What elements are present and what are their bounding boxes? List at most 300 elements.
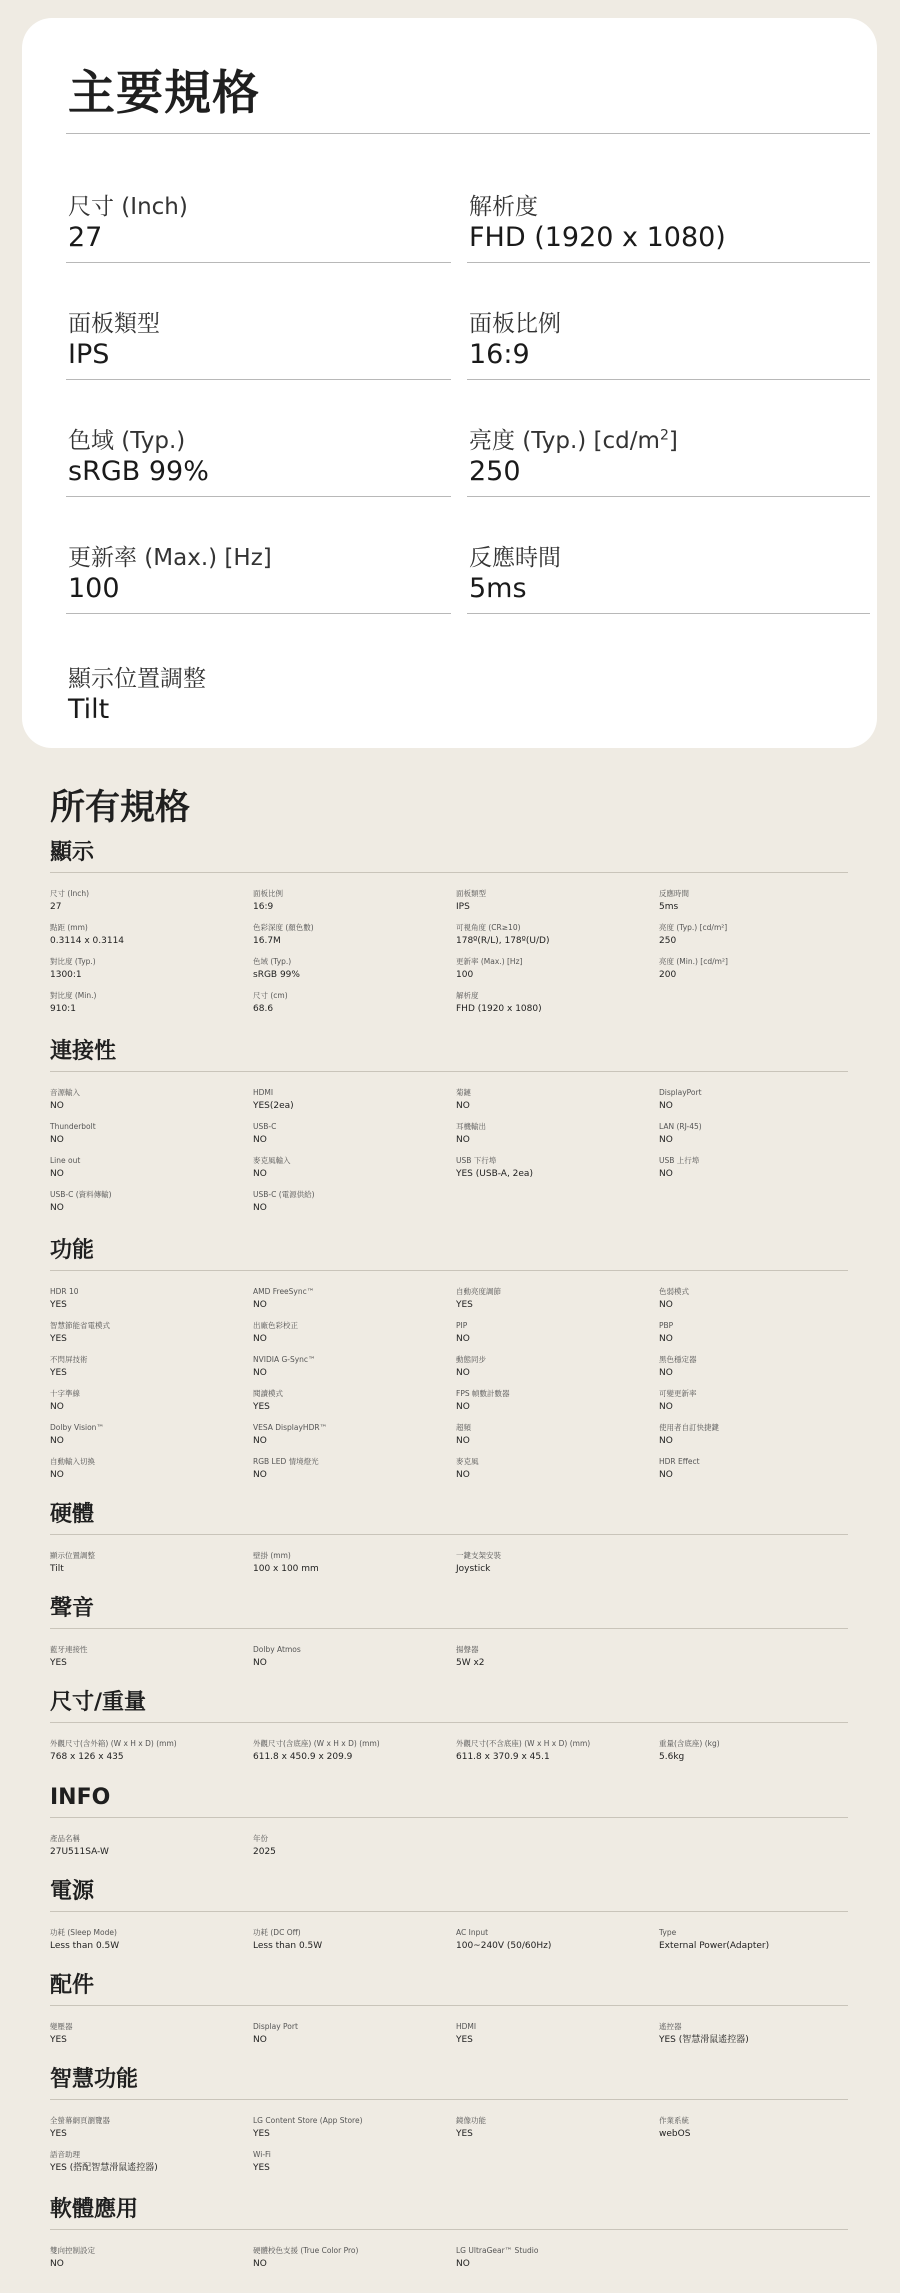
spec-value: NO [659,1300,673,1310]
spec-value: sRGB 99% [253,970,300,980]
spec-label: 對比度 (Min.) [50,991,97,1000]
spec-label: PIP [456,1321,468,1330]
spec-label: 功耗 (Sleep Mode) [50,1928,117,1937]
spec-item [50,2245,253,2276]
spec-label: 麥克風輸入 [253,1156,291,1165]
spec-label: 重量(含底座) (kg) [659,1739,720,1748]
spec-value: YES [50,2129,67,2139]
spec-value: 611.8 x 450.9 x 209.9 [253,1752,353,1762]
spec-value: NO [253,1368,267,1378]
spec-item [50,1738,253,1769]
spec-label: USB 下行埠 [456,1156,497,1165]
spec-item [456,888,659,919]
spec-value: NO [50,1470,64,1480]
spec-item [456,1155,659,1186]
spec-value: NO [253,1658,267,1668]
spec-label: USB-C [253,1122,277,1131]
key-spec-value: sRGB 99% [68,456,209,487]
spec-section [50,2195,848,2276]
spec-label: USB 上行埠 [659,1156,700,1165]
key-spec-response-time [467,497,870,614]
spec-label: 音源輸入 [50,1088,80,1097]
spec-label: 顯示位置調整 [50,1551,95,1560]
spec-item [50,1155,253,1186]
key-spec-label: 解析度 [469,194,538,220]
key-spec-resolution [467,146,870,263]
spec-label: LG UltraGear™ Studio [456,2246,539,2255]
spec-value: NO [456,1135,470,1145]
spec-label: 可變更新率 [659,1389,697,1398]
spec-value: 100 x 100 mm [253,1564,319,1574]
spec-item [659,888,848,919]
spec-item [253,1550,456,1581]
key-spec-value: FHD (1920 x 1080) [469,222,726,253]
spec-value: 768 x 126 x 435 [50,1752,124,1762]
spec-label: 使用者自訂快捷鍵 [659,1423,719,1432]
spec-item [659,2021,848,2052]
spec-label: 可視角度 (CR≥10) [456,923,521,932]
spec-label: 色彩深度 (顏色數) [253,923,314,932]
key-spec-label: 反應時間 [469,545,561,571]
label-text: 亮度 (Typ.) [cd/m [469,428,660,454]
spec-item [50,1388,253,1419]
section-title: 聲音 [50,1596,95,1621]
spec-grid [50,1738,848,1769]
spec-item [50,1833,253,1864]
divider [50,872,848,873]
spec-item [50,956,253,987]
spec-label: 面板比例 [253,889,283,898]
spec-section [50,2065,848,2180]
spec-value: External Power(Adapter) [659,1941,770,1951]
spec-section [50,1236,848,1487]
spec-item [659,1121,848,1152]
spec-label: 產品名稱 [50,1834,80,1843]
spec-value: YES (智慧滑鼠遙控器) [659,2035,749,2045]
spec-item [253,1738,456,1769]
spec-value: 910:1 [50,1004,76,1014]
spec-item [456,1087,659,1118]
spec-grid [50,2245,848,2276]
spec-value: webOS [659,2129,691,2139]
spec-item [253,1121,456,1152]
label-superscript: 2 [659,427,669,444]
spec-value: YES (搭配智慧滑鼠遙控器) [50,2163,158,2173]
spec-grid [50,1644,848,1675]
spec-value: 0.3114 x 0.3114 [50,936,125,946]
spec-label: USB-C (電源供給) [253,1190,315,1199]
spec-value: YES [50,1300,67,1310]
spec-item [659,1388,848,1419]
divider [50,1534,848,1535]
spec-label: 自動輸入切換 [50,1457,95,1466]
spec-value: 5W x2 [456,1658,485,1668]
key-spec-refresh-rate [66,497,451,614]
spec-item [50,1121,253,1152]
spec-value: NO [50,1203,64,1213]
spec-item [456,1927,659,1958]
spec-label: LAN (RJ-45) [659,1122,702,1131]
spec-section [50,1594,848,1675]
spec-label: 耳機輸出 [456,1122,486,1131]
spec-grid [50,2021,848,2052]
section-title: 功能 [50,1238,95,1263]
spec-item [50,922,253,953]
spec-item [659,1087,848,1118]
divider [50,1817,848,1818]
spec-value: Less than 0.5W [253,1941,323,1951]
key-spec-value: 5ms [469,573,527,604]
divider [467,613,870,614]
key-spec-adjustability [66,618,451,735]
section-title: 硬體 [50,1502,95,1527]
key-specs-card [22,18,877,748]
divider [50,1628,848,1629]
spec-value: NO [659,1436,673,1446]
spec-label: 對比度 (Typ.) [50,957,96,966]
spec-item [50,2115,253,2146]
spec-label: 一鍵支架安裝 [456,1551,501,1560]
spec-item [50,2149,253,2180]
spec-item [456,2021,659,2052]
spec-value: 68.6 [253,1004,274,1014]
spec-grid [50,2115,848,2180]
spec-section [50,838,848,1021]
spec-label: 作業系統 [659,2116,689,2125]
spec-value: YES [50,1368,67,1378]
spec-item [253,2245,456,2276]
spec-item [456,1388,659,1419]
spec-label: 全螢幕網頁瀏覽器 [50,2116,110,2125]
spec-item [456,2245,659,2276]
spec-label: 色弱模式 [659,1287,689,1296]
spec-label: 亮度 (Min.) [cd/m²] [659,957,728,966]
divider [50,1722,848,1723]
spec-item [659,1286,848,1317]
spec-label: DisplayPort [659,1088,702,1097]
section-title: INFO [50,1785,111,1810]
spec-label: 鏡像功能 [456,2116,486,2125]
key-spec-label [469,422,678,455]
key-spec-size [66,146,451,263]
spec-item [253,1388,456,1419]
spec-value: NO [659,1101,673,1111]
spec-item [456,1738,659,1769]
spec-value: NO [253,1334,267,1344]
key-specs-title: 主要規格 [68,66,260,121]
spec-label: 面板類型 [456,889,486,898]
key-spec-value: IPS [68,339,110,370]
spec-item [456,1456,659,1487]
spec-item [456,1644,659,1675]
spec-value: NO [456,1470,470,1480]
spec-item [50,1456,253,1487]
spec-label: HDMI [253,1088,274,1097]
spec-grid [50,1833,848,1864]
spec-label: Type [659,1928,677,1937]
spec-item [659,1422,848,1453]
spec-value: 200 [659,970,677,980]
spec-label: 反應時間 [659,889,689,898]
spec-value: NO [456,1436,470,1446]
spec-label: HDR 10 [50,1287,79,1296]
key-spec-value: 16:9 [469,339,530,370]
spec-item [50,1550,253,1581]
spec-label: 黑色穩定器 [659,1355,697,1364]
spec-label: 功耗 (DC Off) [253,1928,301,1937]
spec-item [456,2115,659,2146]
spec-value: 16:9 [253,902,274,912]
section-title: 電源 [50,1879,95,1904]
spec-item [253,888,456,919]
spec-item [659,1738,848,1769]
spec-value: Less than 0.5W [50,1941,120,1951]
spec-label: 外觀尺寸(含底座) (W x H x D) (mm) [253,1739,380,1748]
key-spec-label: 面板比例 [469,311,561,337]
spec-value: NO [456,1402,470,1412]
spec-value: NO [253,1135,267,1145]
spec-label: 解析度 [456,991,479,1000]
spec-item [50,1354,253,1385]
spec-item [456,990,659,1021]
spec-label: 變壓器 [50,2022,73,2031]
spec-item [456,922,659,953]
spec-item [659,1320,848,1351]
spec-value: NO [456,2259,470,2269]
spec-label: Line out [50,1156,81,1165]
spec-grid [50,1550,848,1581]
spec-label: 更新率 (Max.) [Hz] [456,957,523,966]
spec-item [253,1927,456,1958]
spec-value: YES [50,2035,67,2045]
spec-value: YES [253,2129,270,2139]
spec-value: YES (USB-A, 2ea) [456,1169,533,1179]
spec-value: FHD (1920 x 1080) [456,1004,542,1014]
spec-label: HDMI [456,2022,477,2031]
spec-value: NO [253,2035,267,2045]
spec-value: YES [456,2035,473,2045]
spec-item [50,1087,253,1118]
spec-item [456,1422,659,1453]
spec-section [50,1783,848,1864]
spec-value: NO [456,1368,470,1378]
spec-label: 年份 [253,1834,268,1843]
key-spec-value: 100 [68,573,120,604]
spec-label: 超頻 [456,1423,471,1432]
spec-value: 178º(R/L), 178º(U/D) [456,936,550,946]
spec-grid [50,1087,848,1220]
spec-label: Dolby Atmos [253,1645,301,1654]
key-spec-color-gamut [66,380,451,497]
spec-label: Dolby Vision™ [50,1423,104,1432]
divider [50,2099,848,2100]
spec-value: NO [659,1334,673,1344]
spec-value: NO [253,1436,267,1446]
spec-item [253,1286,456,1317]
spec-item [659,1927,848,1958]
key-spec-value: 250 [469,456,521,487]
spec-label: 外觀尺寸(不含底座) (W x H x D) (mm) [456,1739,591,1748]
spec-value: YES [253,2163,270,2173]
spec-label: 尺寸 (Inch) [50,889,90,898]
spec-item [659,956,848,987]
spec-item [659,2115,848,2146]
spec-section [50,1688,848,1769]
spec-value: 5ms [659,902,679,912]
spec-value: 100 [456,970,474,980]
spec-item [253,1456,456,1487]
spec-label: RGB LED 情境燈光 [253,1457,319,1466]
key-spec-value: Tilt [68,694,110,725]
spec-item [50,1644,253,1675]
spec-item [253,1189,456,1220]
section-title: 連接性 [50,1039,117,1064]
spec-value: NO [50,1402,64,1412]
spec-value: NO [50,1135,64,1145]
spec-value: YES [253,1402,270,1412]
spec-value: YES [456,2129,473,2139]
spec-item [456,1286,659,1317]
spec-value: NO [253,1203,267,1213]
spec-label: FPS 幀數計數器 [456,1389,510,1398]
spec-item [50,2021,253,2052]
spec-value: Joystick [456,1564,491,1574]
spec-item [50,1286,253,1317]
spec-item [50,888,253,919]
spec-label: 色域 (Typ.) [253,957,292,966]
spec-value: 27U511SA-W [50,1847,109,1857]
spec-label: HDR Effect [659,1457,700,1466]
spec-label: 語音助理 [50,2150,80,2159]
spec-value: NO [456,1101,470,1111]
spec-value: IPS [456,902,470,912]
spec-value: 1300:1 [50,970,82,980]
key-spec-label: 尺寸 (Inch) [68,194,188,220]
spec-item [456,956,659,987]
spec-item [253,956,456,987]
spec-item [253,1087,456,1118]
spec-section [50,1500,848,1581]
spec-value: NO [659,1368,673,1378]
key-spec-panel-type [66,263,451,380]
spec-item [253,1422,456,1453]
spec-item [659,1456,848,1487]
divider [50,2005,848,2006]
section-title: 配件 [50,1973,95,1998]
spec-value: Tilt [50,1564,64,1574]
spec-value: NO [456,1334,470,1344]
spec-label: 麥克風 [456,1457,479,1466]
spec-item [253,1644,456,1675]
spec-label: AMD FreeSync™ [253,1287,315,1296]
spec-value: NO [659,1169,673,1179]
spec-item [253,1833,456,1864]
spec-value: 611.8 x 370.9 x 45.1 [456,1752,550,1762]
spec-section [50,1877,848,1958]
spec-item [253,1155,456,1186]
spec-item [50,990,253,1021]
spec-item [659,922,848,953]
spec-label: 亮度 (Typ.) [cd/m²] [659,923,728,932]
key-spec-label: 面板類型 [68,311,160,337]
spec-value: NO [253,1300,267,1310]
spec-label: 揚聲器 [456,1645,479,1654]
spec-label: Display Port [253,2022,298,2031]
spec-label: 藍牙連接性 [50,1645,88,1654]
spec-label: VESA DisplayHDR™ [253,1423,328,1432]
spec-value: 2025 [253,1847,276,1857]
spec-label: 不閃屏技術 [50,1355,88,1364]
spec-value: 250 [659,936,677,946]
spec-item [253,2115,456,2146]
spec-item [50,1927,253,1958]
label-text-end: ] [668,428,678,454]
spec-item [50,1422,253,1453]
divider [50,2229,848,2230]
divider [50,1911,848,1912]
spec-label: LG Content Store (App Store) [253,2116,363,2125]
spec-item [659,1155,848,1186]
spec-section [50,1037,848,1220]
spec-value: NO [253,2259,267,2269]
spec-value: NO [50,2259,64,2269]
spec-label: USB-C (資料傳輸) [50,1190,112,1199]
spec-label: Wi-Fi [253,2150,271,2159]
spec-label: 硬體校色支援 (True Color Pro) [253,2246,359,2255]
spec-label: 智慧節能省電模式 [50,1321,110,1330]
spec-item [456,1354,659,1385]
spec-value: 27 [50,902,62,912]
spec-label: 菊鏈 [456,1088,471,1097]
section-title: 顯示 [50,840,95,865]
key-spec-label: 更新率 (Max.) [Hz] [68,545,272,571]
key-spec-label: 色域 (Typ.) [68,428,186,454]
spec-value: YES [50,1334,67,1344]
spec-grid [50,1927,848,1958]
all-specs-title: 所有規格 [50,788,191,828]
spec-value: NO [50,1101,64,1111]
section-title: 尺寸/重量 [50,1690,147,1715]
section-title: 軟體應用 [50,2197,139,2222]
spec-label: 自動亮度調節 [456,1287,501,1296]
spec-value: 100~240V (50/60Hz) [456,1941,552,1951]
spec-label: 壁掛 (mm) [253,1551,291,1560]
spec-value: 16.7M [253,936,281,946]
spec-item [50,1320,253,1351]
spec-value: YES [456,1300,473,1310]
spec-item [253,1320,456,1351]
spec-label: Thunderbolt [50,1122,96,1131]
spec-label: 閱讀模式 [253,1389,283,1398]
divider [66,133,870,134]
section-title: 智慧功能 [50,2067,139,2092]
spec-value: NO [50,1169,64,1179]
spec-value: NO [253,1470,267,1480]
spec-grid [50,888,848,1021]
spec-label: PBP [659,1321,674,1330]
spec-value: 5.6kg [659,1752,685,1762]
key-spec-value: 27 [68,222,103,253]
spec-label: NVIDIA G-Sync™ [253,1355,316,1364]
spec-label: 遙控器 [659,2022,682,2031]
spec-value: NO [659,1402,673,1412]
spec-value: NO [253,1169,267,1179]
spec-value: YES(2ea) [253,1101,294,1111]
spec-label: 點距 (mm) [50,923,88,932]
spec-item [253,2021,456,2052]
divider [50,1270,848,1271]
spec-item [253,2149,456,2180]
